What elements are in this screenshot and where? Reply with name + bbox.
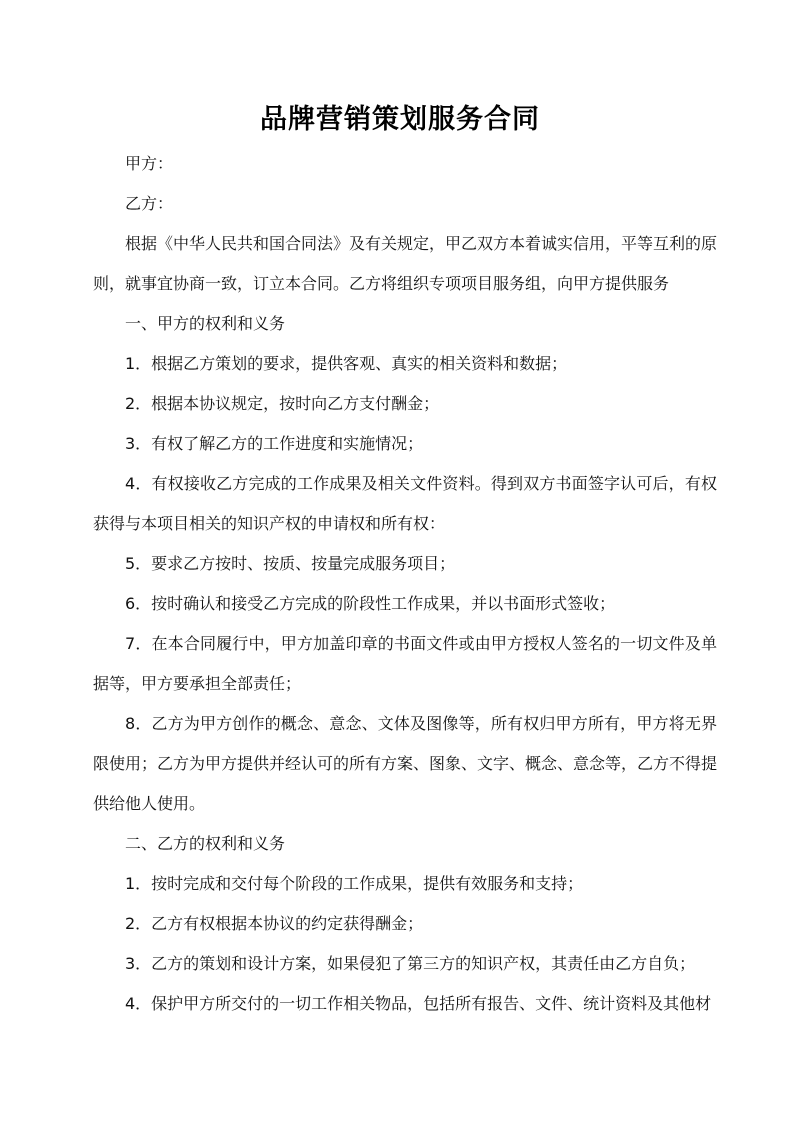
- clause-b-1: 1．按时完成和交付每个阶段的工作成果，提供有效服务和支持；: [125, 874, 584, 893]
- clause-a-6: 6．按时确认和接受乙方完成的阶段性工作成果，并以书面形式签收；: [125, 594, 616, 613]
- clause-a-4: 4．有权接收乙方完成的工作成果及相关文件资料。得到双方书面签字认可后，有权获得与本项目相关的知识产权的申请权和所有权：: [93, 474, 717, 533]
- clause-a-3: 3．有权了解乙方的工作进度和实施情况；: [125, 434, 424, 453]
- document-title: 品牌营销策划服务合同: [260, 104, 540, 135]
- clause-b-2: 2．乙方有权根据本协议的约定获得酬金；: [125, 914, 424, 933]
- clause-a-7: 7．在本合同履行中，甲方加盖印章的书面文件或由甲方授权人签名的一切文件及单据等，甲方要承担全部责任；: [93, 634, 717, 693]
- section-heading-party-b: 二、乙方的权利和义务: [125, 834, 286, 853]
- preamble-paragraph: 根据《中华人民共和国合同法》及有关规定，甲乙双方本着诚实信用，平等互利的原则，就事宜协商一致，订立本合同。乙方将组织专项项目服务组，向甲方提供服务: [93, 234, 718, 293]
- document-body: [93, 144, 717, 1024]
- clause-b-4: 4．保护甲方所交付的一切工作相关物品，包括所有报告、文件、统计资料及其他材: [125, 994, 712, 1013]
- clause-a-1: 1．根据乙方策划的要求，提供客观、真实的相关资料和数据；: [125, 354, 568, 373]
- clause-a-8: 8．乙方为甲方创作的概念、意念、文体及图像等，所有权归甲方所有，甲方将无界限使用；乙方为甲方提供并经认可的所有方案、图象、文字、概念、意念等，乙方不得提供给他人使用。: [93, 714, 718, 813]
- party-a-line: 甲方：: [125, 154, 174, 173]
- clause-a-5: 5．要求乙方按时、按质、按量完成服务项目；: [125, 554, 456, 573]
- section-heading-party-a: 一、甲方的权利和义务: [125, 314, 286, 333]
- party-b-line: 乙方：: [125, 194, 174, 213]
- clause-b-3: 3．乙方的策划和设计方案，如果侵犯了第三方的知识产权，其责任由乙方自负；: [125, 954, 696, 973]
- clause-a-2: 2．根据本协议规定，按时向乙方支付酬金；: [125, 394, 440, 413]
